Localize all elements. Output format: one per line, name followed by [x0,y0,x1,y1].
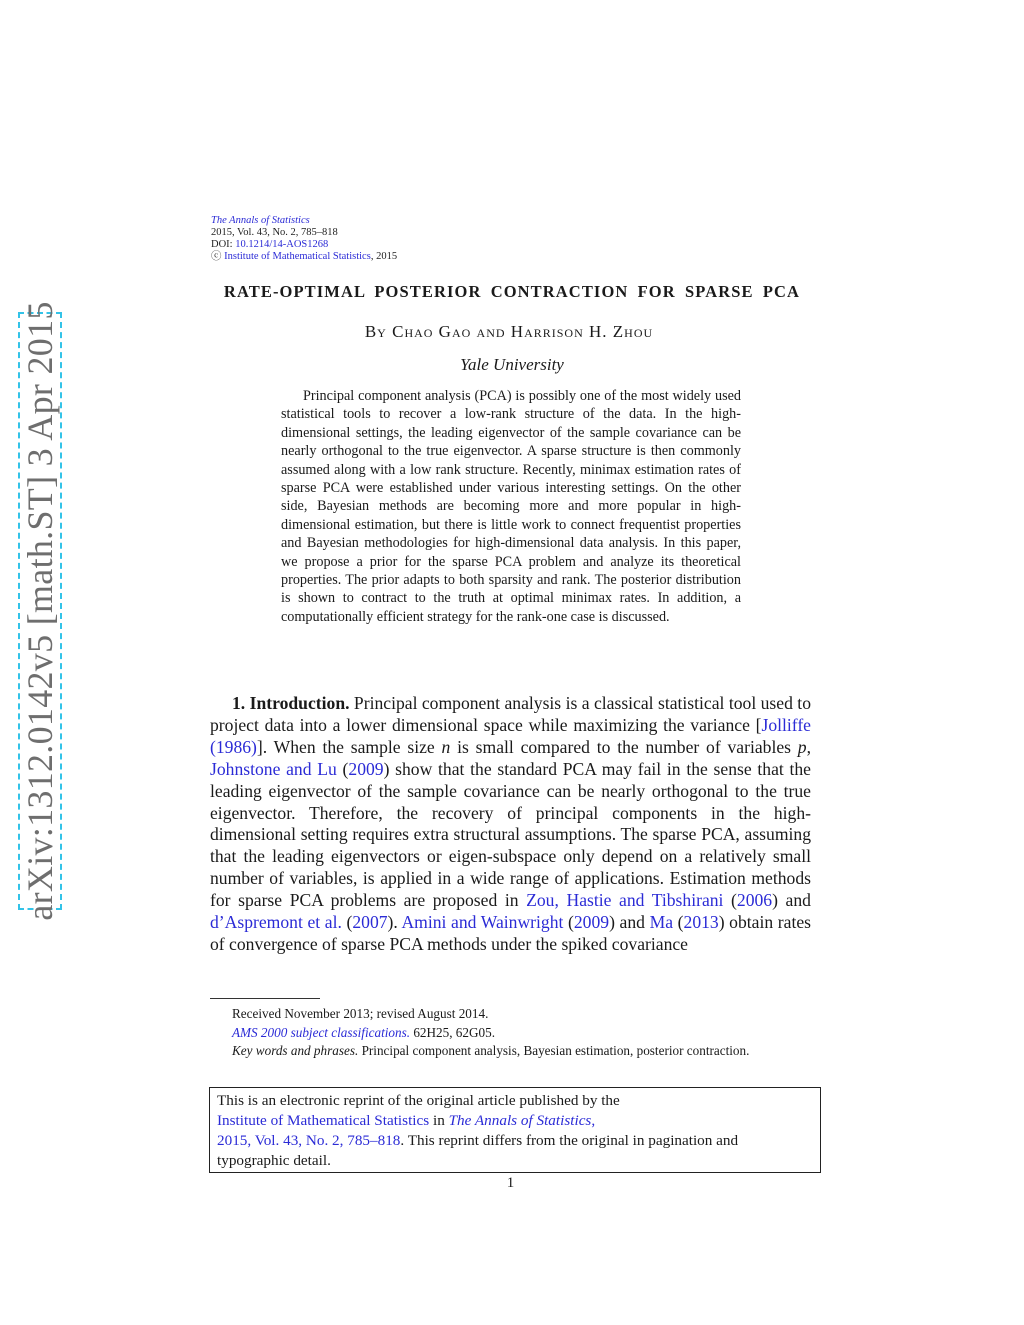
math-variable: n [441,736,451,757]
citation-link[interactable]: Amini and Wainwright [401,912,564,933]
reprint-text: . This reprint differs from the original in pagination and typographic detail. [217,1132,739,1169]
intro-text: ( [336,758,349,779]
reprint-publisher-link[interactable]: Institute of Mathematical Statistics [217,1112,430,1129]
citation-year-link[interactable]: 2009 [348,758,384,779]
footnote-divider [210,998,320,999]
intro-text: ) show that the standard PCA may fail in the sense that the leading eigenvector of the sample covariance can be nearly orthogonal to the true eigenvector. Therefore, the recovery of principal components in the high-dimensional setting requires extra structural assumptions. The sparse PCA, assuming that the leading eigenvectors or eigen-subspace only depend on a relatively small number of variables, is applied in a wide range of applications. Estimation methods for sparse PCA problems are proposed in [210,758,811,911]
citation-year-link[interactable]: 2009 [573,912,610,933]
reprint-comma: , [591,1112,596,1129]
author-affiliation: Yale University [460,355,564,374]
copyright-year: , 2015 [370,251,398,262]
intro-text: ( [341,912,353,933]
doi-link[interactable]: 10.1214/14-AOS1268 [235,239,329,250]
reprint-citation-link[interactable]: 2015, Vol. 43, No. 2, 785–818 [217,1132,401,1149]
paper-authors: By Chao Gao and Harrison H. Zhou [364,322,654,341]
keywords-label: Key words and phrases. [232,1043,359,1058]
introduction-paragraph [210,693,811,956]
intro-text: Principal component analysis is a classical statistical tool used to project data into a lower dimensional space while maximizing the variance [ [210,693,811,735]
intro-text: is small compared to the number of variables [450,736,798,757]
intro-text: ) and [772,890,811,911]
journal-info [211,215,397,263]
arxiv-identifier-stamp [18,301,62,921]
journal-volume: 2015, Vol. 43, No. 2, 785–818 [211,227,338,238]
arxiv-identifier-text: arXiv:1312.0142v5 [math.ST] 3 Apr 2015 [20,301,60,921]
citation-link[interactable]: Johnstone and Lu [210,758,337,779]
citation-year-link[interactable]: 2013 [683,912,719,933]
reprint-notice [209,1087,821,1173]
reprint-line: This is an electronic reprint of the original article published by the [217,1092,620,1109]
intro-text: ) and [609,912,650,933]
citation-year-link[interactable]: 2007 [352,912,388,933]
footnotes [210,1005,812,1061]
copyright-symbol: ⓒ [211,251,222,262]
page-number: 1 [506,1175,515,1191]
intro-text: ( [673,912,684,933]
intro-text: , [806,736,811,757]
citation-link[interactable]: Jolliffe (1986) [210,714,811,757]
intro-text: ( [563,912,574,933]
section-heading: 1. Introduction. [232,693,350,713]
doi-label: DOI: [211,239,236,250]
reprint-text: in [429,1112,449,1129]
intro-text: ( [723,890,737,911]
citation-link[interactable]: Zou, Hastie and Tibshirani [526,890,724,911]
abstract: Principal component analysis (PCA) is possibly one of the most widely used statistical tools to recover a low-rank structure of the data. In the high-dimensional settings, the leading eigenvector of the sample covariance can be nearly orthogonal to the true eigenvector. A sparse structure is then commonly assumed along with a low rank structure. Recently, minimax estimation rates of sparse PCA were established under various interesting settings. On the other side, Bayesian methods are becoming more and more popular in high-dimensional estimation, but there is little work to connect frequentist properties and Bayesian methodologies for high-dimensional data analysis. In this paper, we propose a prior for the sparse PCA problem and analyze its theoretical properties. The prior adapts to both sparsity and rank. The posterior distribution is shown to contract to the truth at optimal minimax rates. In addition, a computationally efficient strategy for the rank-one case is discussed. [281,388,741,625]
reprint-journal-link[interactable]: The Annals of Statistics [448,1112,592,1129]
publisher-link[interactable]: Institute of Mathematical Statistics [224,251,371,262]
citation-link[interactable]: Ma [649,912,674,933]
journal-name-link[interactable]: The Annals of Statistics [211,215,310,226]
ams-classification-link[interactable]: AMS 2000 subject classifications. [232,1024,411,1040]
citation-link[interactable]: d’Aspremont et al. [210,912,342,933]
intro-text: ) obtain rates of convergence of sparse PCA methods under the spiked covariance [210,912,811,954]
keywords: Principal component analysis, Bayesian estimation, posterior contraction. [358,1043,750,1058]
citation-year-link[interactable]: 2006 [736,890,773,911]
intro-text: ). [387,912,402,933]
math-variable: p [797,736,807,757]
ams-codes: 62H25, 62G05. [410,1024,496,1040]
received-date: Received November 2013; revised August 2014. [232,1006,489,1021]
paper-title: RATE-OPTIMAL POSTERIOR CONTRACTION FOR SPARSE PCA [223,282,801,301]
intro-text: ]. When the sample size [256,736,442,757]
